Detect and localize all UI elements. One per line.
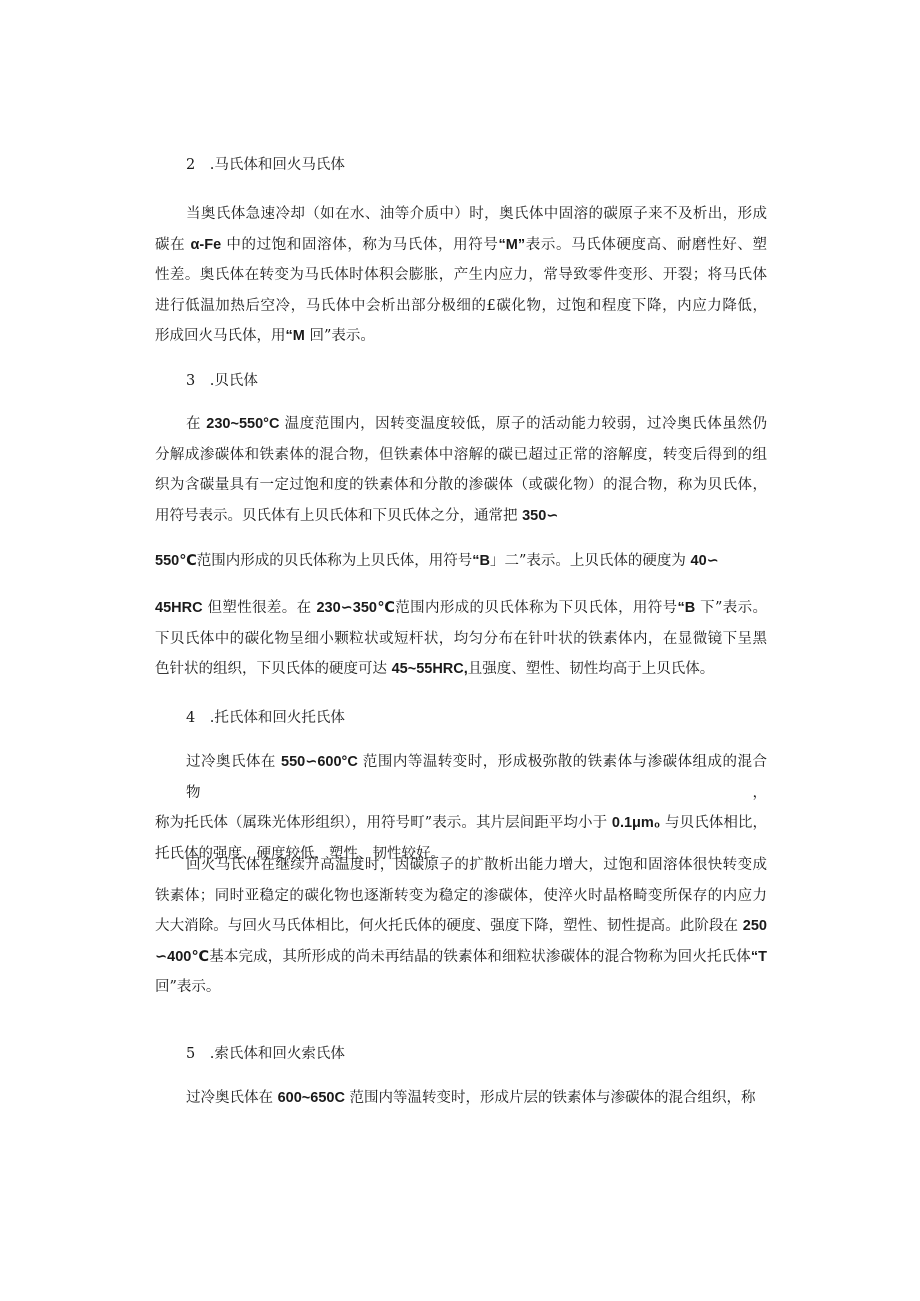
paragraph-martensite-line [155, 199, 767, 230]
text-run: 且强度、塑性、韧性均高于上贝氏体。 [467, 661, 715, 677]
paragraph-bainite-3-line [155, 624, 767, 655]
section-heading-2: 2 .马氏体和回火马氏体 [186, 157, 345, 173]
paragraph-martensite-line [155, 230, 767, 261]
bold-term: 45~55HRC, [391, 661, 468, 677]
paragraph-martensite-line [155, 291, 767, 322]
text-run: 性差。奥氏体在转变为马氏体时体积会膨胀，产生内应力，常导致零件变形、开裂；将马氏体 [155, 267, 767, 283]
paragraph-troostite-2-line [155, 972, 767, 1003]
paragraph-troostite-2-line [155, 911, 767, 942]
text-run: 铁素体；同时亚稳定的碳化物也逐渐转变为稳定的渗碳体，使淬火时晶格畸变所保存的内应力 [155, 887, 767, 904]
section-heading-3: 3 .贝氏体 [186, 373, 258, 389]
text-run: 分解成渗碳体和铁素体的混合物，但铁素体中溶解的碳已超过正常的溶解度，转变后得到的组 [155, 446, 767, 463]
paragraph-bainite-2-line [155, 546, 767, 577]
bold-term: “M” [498, 236, 526, 253]
paragraph-troostite-2-line [155, 942, 767, 973]
paragraph-sorbite-line [155, 1083, 767, 1114]
bold-term: “T [750, 948, 767, 965]
text-run: 过冷奥氏体在 [186, 754, 281, 770]
bold-term: 550∽600°C [281, 754, 358, 770]
text-run: 在 [186, 416, 207, 432]
paragraph-troostite-2-line [155, 881, 767, 912]
text-run: 中的过饱和固溶体，称为马氏体，用符号 [221, 236, 499, 253]
bold-term: 230∽350℃ [316, 600, 396, 616]
bold-term: α-Fe [190, 236, 222, 253]
text-run: 范围内形成的贝氏体称为上贝氏体，用符号 [196, 553, 473, 569]
paragraph-sorbite [155, 1083, 767, 1114]
paragraph-bainite-1-line [155, 501, 767, 532]
text-run: 托氏体的强度、硬度较低，塑性、韧性较好。 [155, 845, 445, 862]
paragraph-troostite-1-line [155, 747, 767, 808]
text-run: 范围内等温转变时，形成片层的铁素体与渗碳体的混合组织，称 [344, 1090, 756, 1106]
text-run: 温度范围内，因转变温度较低，原子的活动能力较弱，过冷奥氏体虽然仍 [279, 416, 767, 432]
text-run: 用符号表示。贝氏体有上贝氏体和下贝氏体之分，通常把 [155, 507, 523, 524]
bold-term: ∽400℃ [155, 948, 210, 965]
text-run: 与贝氏体相比， [660, 815, 768, 831]
paragraph-troostite-2-line [155, 850, 767, 881]
text-run: 回”表示。 [304, 328, 375, 344]
section-heading-4: 4 .托氏体和回火托氏体 [186, 710, 345, 726]
paragraph-bainite-1 [155, 409, 767, 531]
paragraph-bainite-3-line [155, 654, 767, 685]
text-run: 下”表示。 [695, 600, 768, 616]
bold-term: 0.1μm₀ [611, 815, 661, 831]
bold-term: “B [472, 553, 490, 569]
bold-term: 350∽ [522, 507, 559, 524]
paragraph-bainite-2 [155, 546, 767, 577]
text-run: 称为托氏体（属珠光体形组织），用符号町”表示。其片层间距平均小于 [155, 815, 612, 831]
bold-term: 600~650C [277, 1090, 345, 1106]
text-run: 过冷奥氏体在 [186, 1090, 278, 1106]
text-run: 碳在 [155, 236, 191, 253]
paragraph-bainite-1-line [155, 470, 767, 501]
paragraph-bainite-3-line [155, 593, 767, 624]
bold-term: “B [677, 600, 696, 616]
text-run: 当奥氏体急速冷却（如在水、油等介质中）时，奥氏体中固溶的碳原子来不及析出，形成 [186, 206, 767, 222]
paragraph-martensite [155, 199, 767, 352]
text-run: 下贝氏体中的碳化物呈细小颗粒状或短杆状，均匀分布在针叶状的铁素体内，在显微镜下呈黑 [155, 630, 767, 647]
bold-term: 550℃ [155, 553, 197, 569]
bold-term: “M [285, 328, 305, 344]
text-run: 基本完成，其所形成的尚未再结晶的铁素体和细粒状渗碳体的混合物称为回火托氏体 [209, 948, 751, 965]
bold-term: 250 [742, 918, 767, 934]
section-heading-5: 5 .索氏体和回火索氏体 [186, 1046, 345, 1062]
text-run: 」二”表示。上贝氏体的硬度为 [490, 553, 691, 569]
bold-term: 40∽ [690, 553, 719, 569]
text-run: 进行低温加热后空冷，马氏体中会析出部分极细的£碳化物，过饱和程度下降，内应力降低， [155, 297, 767, 314]
paragraph-bainite-3 [155, 593, 767, 685]
paragraph-martensite-line [155, 321, 767, 352]
text-run: 大大消除。与回火马氏体相比，何火托氏体的硬度、强度下降，塑性、韧性提高。此阶段在 [155, 918, 743, 934]
bold-term: 230~550°C [206, 416, 280, 432]
text-run: 但塑性很差。在 [202, 600, 317, 616]
paragraph-troostite-1-line [155, 808, 767, 839]
bold-term: 45HRC [155, 600, 203, 616]
text-run: 形成回火马氏体，用 [155, 328, 286, 344]
paragraph-troostite-2 [155, 850, 767, 1003]
text-run: 范围内等温转变时，形成极弥散的铁素体与渗碳体组成的混合物， [186, 754, 767, 801]
paragraph-bainite-1-line [155, 409, 767, 440]
paragraph-martensite-line [155, 260, 767, 291]
paragraph-bainite-1-line [155, 440, 767, 471]
text-run: 范围内形成的贝氏体称为下贝氏体，用符号 [395, 600, 678, 616]
text-run: 回”表示。 [155, 979, 221, 995]
text-run: 回火马氏体在继续升高温度时，因碳原子的扩散析出能力增大，过饱和固溶体很快转变成 [186, 857, 767, 873]
text-run: 织为含碳量具有一定过饱和度的铁素体和分散的渗碳体（或碳化物）的混合物，称为贝氏体， [155, 477, 767, 493]
text-run: 表示。马氏体硬度高、耐磨性好、塑 [525, 236, 768, 253]
text-run: 色针状的组织，下贝氏体的硬度可达 [155, 661, 392, 677]
